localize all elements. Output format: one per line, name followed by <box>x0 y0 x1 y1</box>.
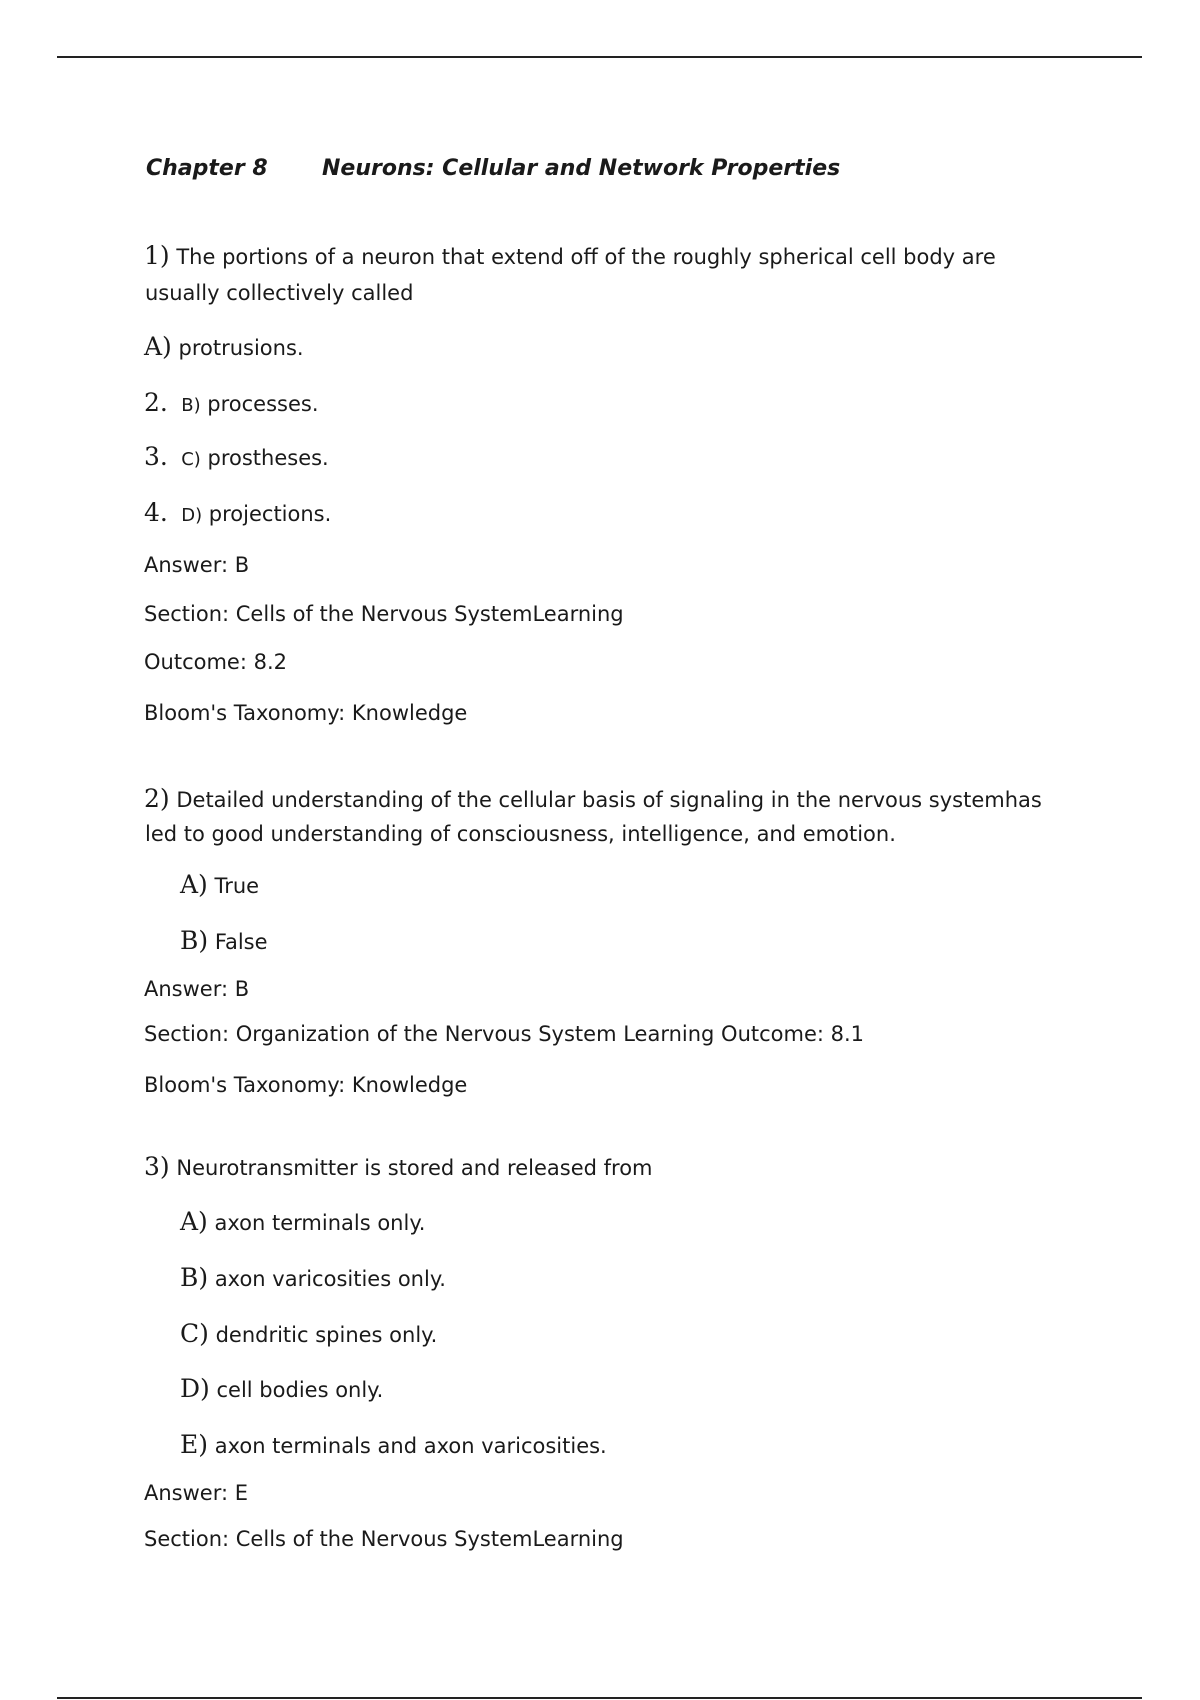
question-text-line: Neurotransmitter is stored and released from <box>176 1156 653 1180</box>
option-text: True <box>214 874 260 898</box>
list-number: 3. <box>144 442 168 471</box>
q2-section: Section: Organization of the Nervous System Learning Outcome: 8.1 <box>144 1022 865 1046</box>
chapter-label: Chapter 8 <box>146 156 268 181</box>
q1-option-c <box>144 444 329 469</box>
list-number: 2. <box>144 388 168 417</box>
option-letter: C) <box>180 1319 209 1348</box>
q1-option-a <box>144 334 304 359</box>
option-letter: A) <box>180 1207 208 1236</box>
q3-option-a <box>180 1209 425 1234</box>
top-rule <box>57 56 1142 58</box>
q2-option-b <box>180 928 268 953</box>
question-text-line: The portions of a neuron that extend off of the roughly spherical cell body are <box>176 245 996 269</box>
question-2-stem <box>144 786 1042 811</box>
option-text: projections. <box>208 502 332 526</box>
option-text: dendritic spines only. <box>215 1323 438 1347</box>
option-text: False <box>214 930 268 954</box>
q2-option-a <box>180 872 259 897</box>
option-letter: E) <box>180 1430 209 1459</box>
option-letter: B) <box>180 926 209 955</box>
list-number: 4. <box>144 498 168 527</box>
option-text: cell bodies only. <box>216 1378 384 1402</box>
q1-section: Section: Cells of the Nervous SystemLearning <box>144 602 624 626</box>
option-text: processes. <box>207 392 319 416</box>
option-text: protrusions. <box>178 336 304 360</box>
q1-option-d <box>144 500 331 525</box>
option-letter: A) <box>180 870 208 899</box>
chapter-title: Neurons: Cellular and Network Properties <box>322 156 841 181</box>
q3-option-d <box>180 1376 383 1401</box>
option-text: prostheses. <box>207 446 329 470</box>
option-letter: C) <box>181 449 201 470</box>
question-number: 3) <box>144 1152 170 1181</box>
q3-option-c <box>180 1321 437 1346</box>
q1-option-b <box>144 390 319 415</box>
question-text-line: Detailed understanding of the cellular basis of signaling in the nervous systemhas <box>176 788 1042 812</box>
option-letter: D) <box>180 1374 210 1403</box>
option-text: axon terminals and axon varicosities. <box>214 1434 607 1458</box>
q1-outcome: Outcome: 8.2 <box>144 650 287 674</box>
q3-option-b <box>180 1265 446 1290</box>
q1-answer: Answer: B <box>144 553 250 577</box>
option-letter: B) <box>180 1263 209 1292</box>
question-number: 1) <box>144 241 170 270</box>
option-text: axon terminals only. <box>214 1211 426 1235</box>
q3-answer: Answer: E <box>144 1481 248 1505</box>
question-3-stem <box>144 1154 653 1179</box>
option-letter: A) <box>144 332 172 361</box>
q3-option-e <box>180 1432 607 1457</box>
q2-answer: Answer: B <box>144 977 250 1001</box>
question-1-stem-line2: usually collectively called <box>145 281 414 305</box>
question-number: 2) <box>144 784 170 813</box>
option-letter: D) <box>181 505 203 526</box>
option-letter: B) <box>181 395 201 416</box>
bottom-rule <box>57 1697 1142 1699</box>
question-1-stem <box>144 243 996 268</box>
question-2-stem-line2: led to good understanding of consciousness, intelligence, and emotion. <box>145 822 896 846</box>
q3-section: Section: Cells of the Nervous SystemLearning <box>144 1527 624 1551</box>
q1-bloom: Bloom's Taxonomy: Knowledge <box>144 701 468 725</box>
q2-bloom: Bloom's Taxonomy: Knowledge <box>144 1073 468 1097</box>
option-text: axon varicosities only. <box>214 1267 446 1291</box>
